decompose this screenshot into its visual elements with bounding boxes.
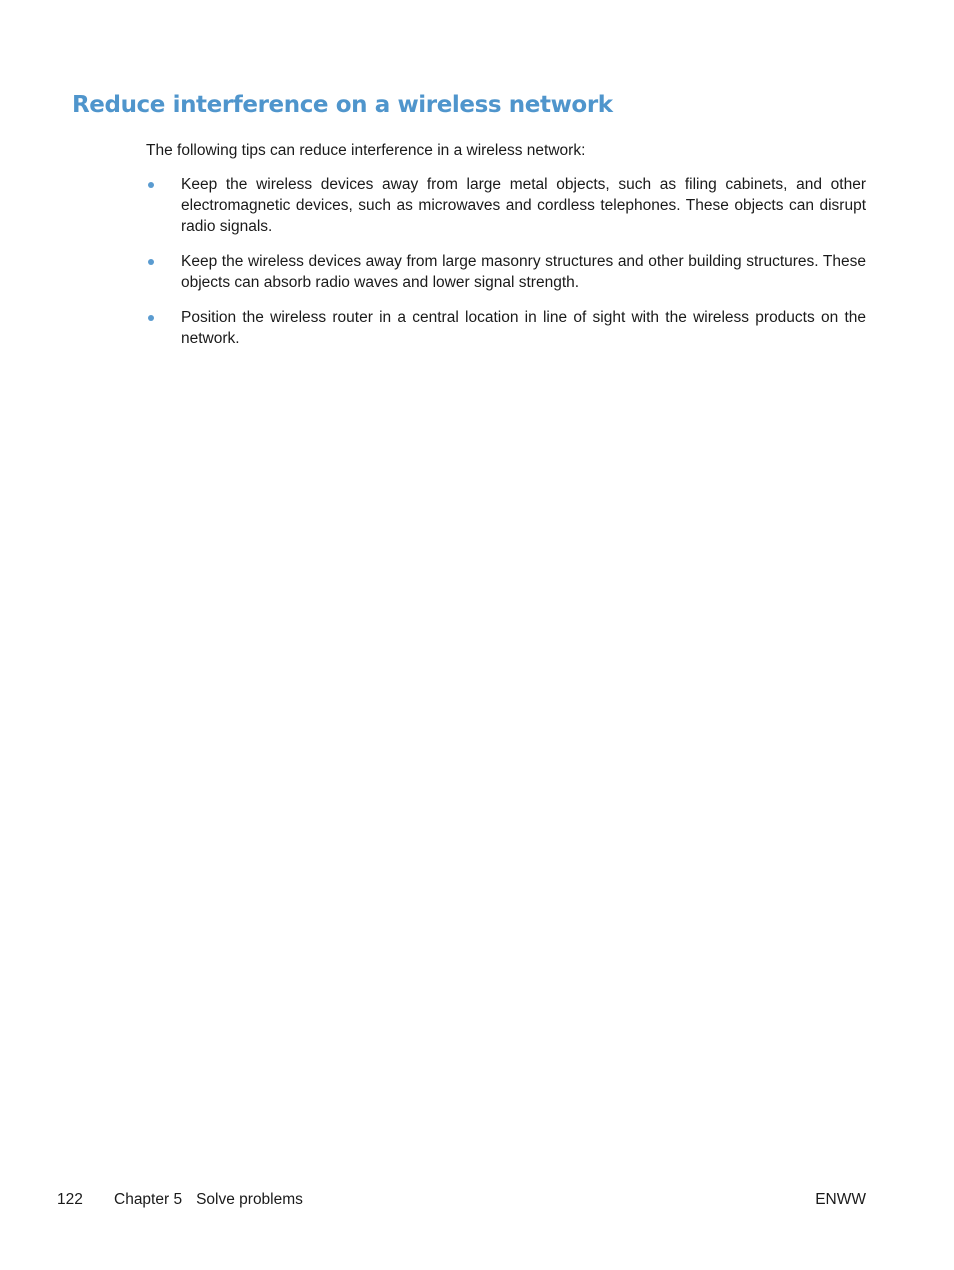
- page-number: 122: [57, 1191, 83, 1208]
- locale-code: ENWW: [815, 1191, 866, 1208]
- page-title: Reduce interference on a wireless network: [72, 92, 613, 118]
- intro-paragraph: The following tips can reduce interference in a wireless network:: [146, 142, 586, 159]
- list-item: [146, 251, 866, 293]
- bullet-icon: [148, 315, 154, 321]
- bullet-icon: [148, 259, 154, 265]
- chapter-reference: [114, 1189, 303, 1211]
- list-item: [146, 307, 866, 349]
- list-item-text: Position the wireless router in a central location in line of sight with the wireless products on the network.: [181, 309, 866, 347]
- page-footer: [57, 1189, 866, 1211]
- list-item: [146, 174, 866, 237]
- chapter-title: Solve problems: [196, 1191, 303, 1208]
- list-item-text: Keep the wireless devices away from large metal objects, such as filing cabinets, and other electromagnetic devices, such as microwaves and cordless telephones. These objects can disrupt radio signals.: [181, 176, 866, 235]
- bullet-icon: [148, 182, 154, 188]
- tips-list: [146, 174, 866, 349]
- chapter-label: Chapter 5: [114, 1191, 183, 1208]
- list-item-text: Keep the wireless devices away from large masonry structures and other building structures. These objects can absorb radio waves and lower signal strength.: [181, 253, 866, 291]
